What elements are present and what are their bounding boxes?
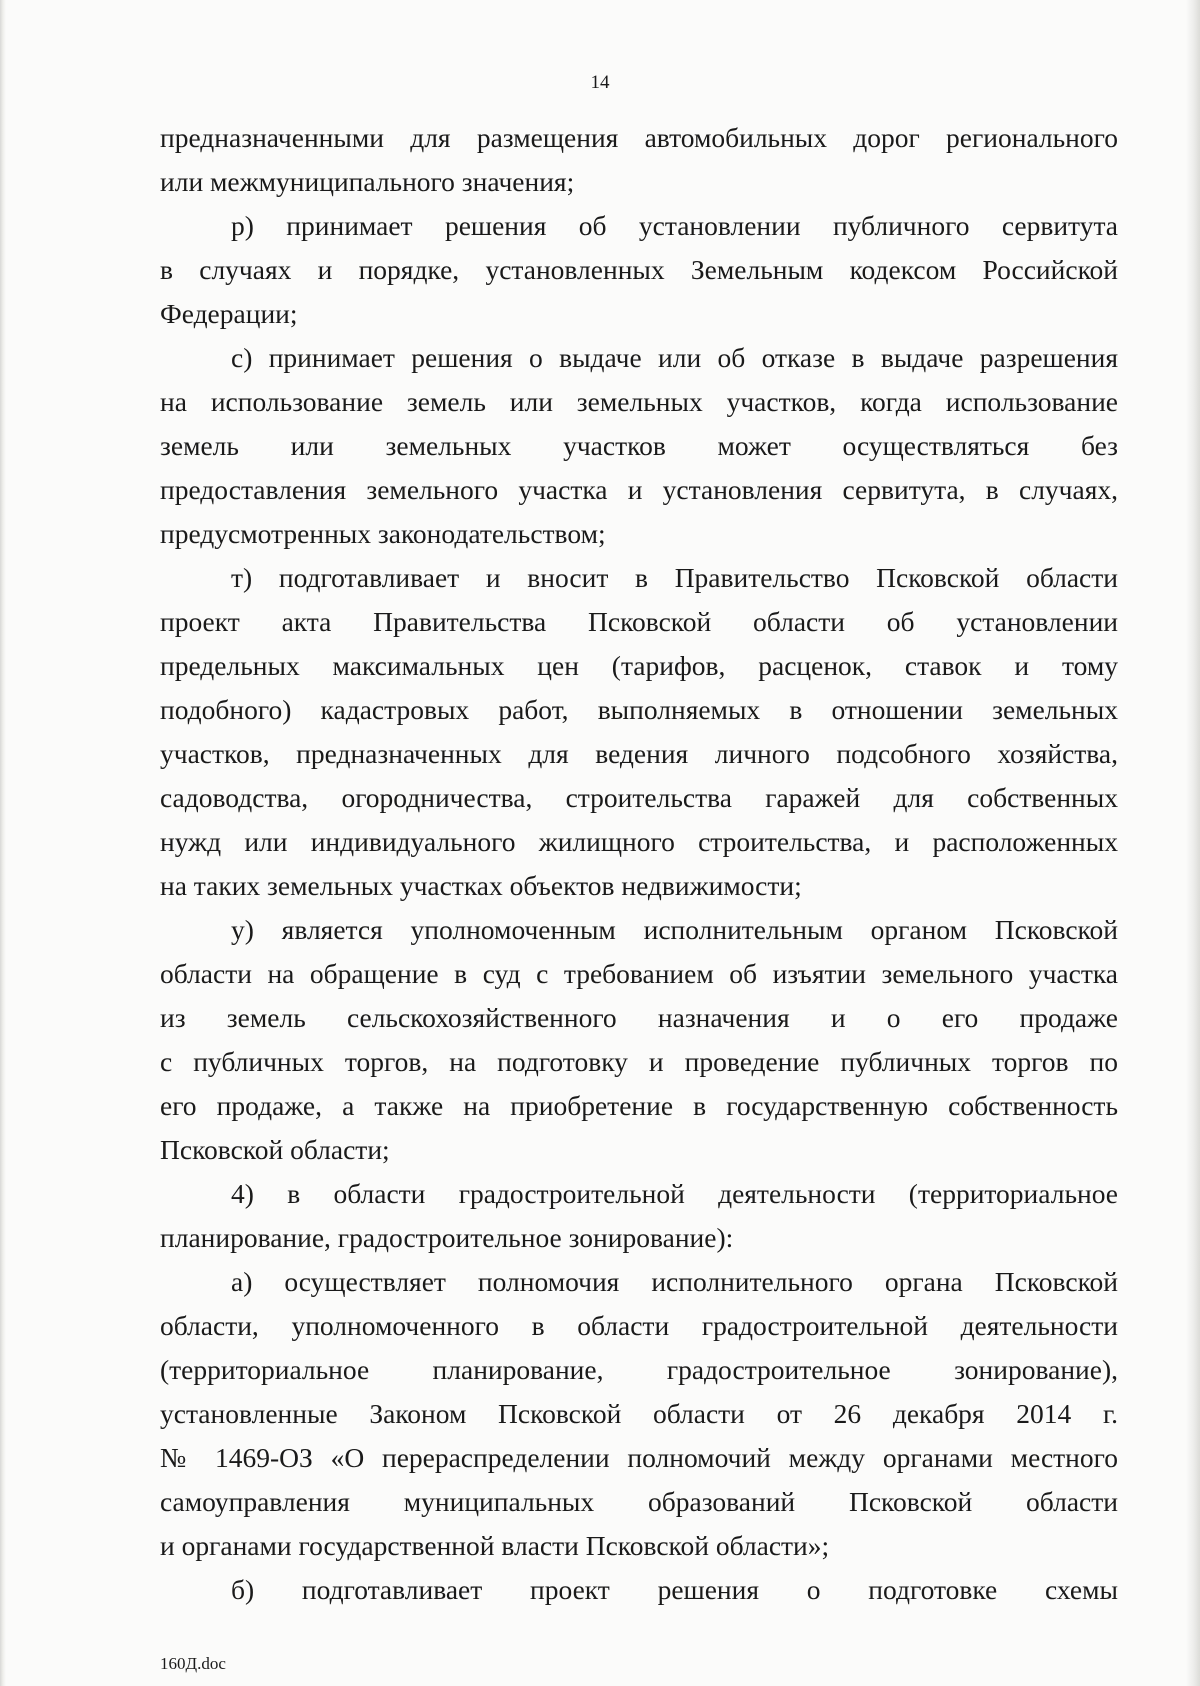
paragraph-line: планирование, градостроительное зонирование): (160, 1222, 734, 1253)
paragraph-line: № 1469-ОЗ «О перераспределении полномочий между органами местного (160, 1442, 1118, 1473)
paragraph-line: предназначенными для размещения автомобильных дорог регионального (160, 122, 1118, 153)
paragraph-line: садоводства, огородничества, строительства гаражей для собственных (160, 782, 1118, 813)
paragraph-line: или межмуниципального значения; (160, 166, 575, 197)
paragraph-line: т) подготавливает и вносит в Правительство Псковской области (231, 562, 1118, 593)
paragraph-line: у) является уполномоченным исполнительным органом Псковской (231, 914, 1118, 945)
paragraph (160, 556, 1118, 908)
paragraph-line: предельных максимальных цен (тарифов, расценок, ставок и тому (160, 650, 1118, 681)
paragraph-line: с публичных торгов, на подготовку и проведение публичных торгов по (160, 1046, 1118, 1077)
footer-filename: 160Д.doc (160, 1654, 226, 1673)
paragraph-line: установленные Законом Псковской области от 26 декабря 2014 г. (160, 1398, 1118, 1429)
paragraph-line: подобного) кадастровых работ, выполняемых в отношении земельных (160, 694, 1118, 725)
paragraph (160, 336, 1118, 556)
paragraph-line: а) осуществляет полномочия исполнительного органа Псковской (231, 1266, 1118, 1297)
paragraph (160, 908, 1118, 1172)
paragraph (160, 1568, 1118, 1612)
scan-edge-left (0, 0, 6, 1686)
paragraph-line: предоставления земельного участка и установления сервитута, в случаях, (160, 474, 1118, 505)
paragraph-line: Федерации; (160, 298, 298, 329)
paragraph-line: 4) в области градостроительной деятельности (территориальное (231, 1178, 1118, 1209)
paragraph-line: из земель сельскохозяйственного назначения и о его продаже (160, 1002, 1118, 1033)
paragraph (160, 1172, 1118, 1260)
scan-edge-right (1186, 0, 1200, 1686)
paragraph-line: р) принимает решения об установлении публичного сервитута (231, 210, 1118, 241)
paragraph-line: предусмотренных законодательством; (160, 518, 606, 549)
document-body (160, 116, 1118, 1612)
paragraph-line: Псковской области; (160, 1134, 390, 1165)
paragraph-line: в случаях и порядке, установленных Земельным кодексом Российской (160, 254, 1118, 285)
paragraph-line: его продаже, а также на приобретение в государственную собственность (160, 1090, 1118, 1121)
paragraph-line: и органами государственной власти Псковской области»; (160, 1530, 830, 1561)
paragraph-line: на использование земель или земельных участков, когда использование (160, 386, 1118, 417)
page-number: 14 (590, 72, 610, 93)
paragraph-line: земель или земельных участков может осуществляться без (160, 430, 1118, 461)
paragraph (160, 204, 1118, 336)
paragraph-line: участков, предназначенных для ведения личного подсобного хозяйства, (160, 738, 1118, 769)
paragraph-line: области, уполномоченного в области градостроительной деятельности (160, 1310, 1118, 1341)
paragraph-line: проект акта Правительства Псковской области об установлении (160, 606, 1118, 637)
paragraph (160, 116, 1118, 204)
paragraph-line: нужд или индивидуального жилищного строительства, и расположенных (160, 826, 1118, 857)
paragraph-line: с) принимает решения о выдаче или об отказе в выдаче разрешения (231, 342, 1118, 373)
paragraph-line: области на обращение в суд с требованием об изъятии земельного участка (160, 958, 1118, 989)
paragraph-line: (территориальное планирование, градостроительное зонирование), (160, 1354, 1118, 1385)
paragraph-line: самоуправления муниципальных образований Псковской области (160, 1486, 1118, 1517)
paragraph (160, 1260, 1118, 1568)
paragraph-line: б) подготавливает проект решения о подготовке схемы (231, 1574, 1118, 1605)
paragraph-line: на таких земельных участках объектов недвижимости; (160, 870, 802, 901)
